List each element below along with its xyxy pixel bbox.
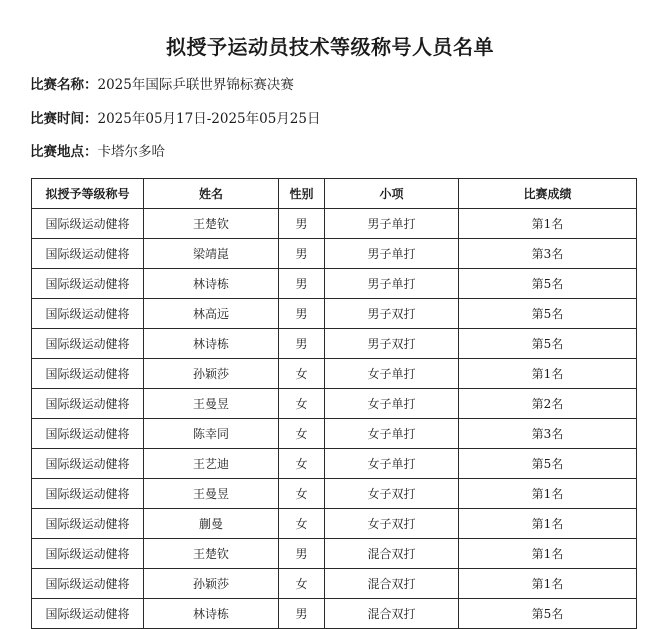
cell-event: 女子单打: [325, 389, 459, 419]
cell-name: 林高远: [144, 299, 279, 329]
athlete-roster-table: [31, 178, 637, 629]
cell-name: 王楚钦: [144, 209, 279, 239]
cell-name: 王曼昱: [144, 389, 279, 419]
cell-gender: 男: [279, 329, 325, 359]
cell-title-grade: 国际级运动健将: [32, 389, 144, 419]
cell-result: 第1名: [459, 539, 637, 569]
cell-result: 第5名: [459, 269, 637, 299]
cell-gender: 男: [279, 239, 325, 269]
cell-result: 第2名: [459, 389, 637, 419]
table-row: [32, 359, 637, 389]
cell-gender: 女: [279, 509, 325, 539]
event-place-label: 比赛地点：: [30, 144, 98, 160]
table-row: [32, 209, 637, 239]
event-place-line: [30, 140, 165, 160]
table-row: [32, 329, 637, 359]
cell-event: 男子单打: [325, 209, 459, 239]
cell-event: 女子双打: [325, 509, 459, 539]
cell-name: 林诗栋: [144, 269, 279, 299]
event-time-line: [30, 107, 321, 127]
table-row: [32, 569, 637, 599]
column-header-title-grade: 拟授予等级称号: [32, 179, 144, 209]
cell-gender: 女: [279, 359, 325, 389]
cell-name: 林诗栋: [144, 599, 279, 629]
cell-event: 男子双打: [325, 299, 459, 329]
cell-title-grade: 国际级运动健将: [32, 239, 144, 269]
cell-title-grade: 国际级运动健将: [32, 569, 144, 599]
cell-result: 第3名: [459, 419, 637, 449]
cell-event: 男子单打: [325, 269, 459, 299]
cell-result: 第5名: [459, 299, 637, 329]
cell-event: 混合双打: [325, 539, 459, 569]
table-row: [32, 269, 637, 299]
cell-gender: 女: [279, 449, 325, 479]
cell-event: 女子单打: [325, 359, 459, 389]
table-row: [32, 509, 637, 539]
cell-gender: 男: [279, 269, 325, 299]
event-name-line: [30, 73, 294, 93]
table-body: [32, 209, 637, 629]
cell-title-grade: 国际级运动健将: [32, 359, 144, 389]
cell-result: 第5名: [459, 329, 637, 359]
table-row: [32, 389, 637, 419]
table-row: [32, 539, 637, 569]
table-row: [32, 419, 637, 449]
table-header-row: [32, 179, 637, 209]
cell-result: 第1名: [459, 209, 637, 239]
table-row: [32, 239, 637, 269]
event-time-value: 2025年05月17日-2025年05月25日: [97, 111, 321, 127]
cell-name: 孙颖莎: [144, 569, 279, 599]
column-header-name: 姓名: [144, 179, 279, 209]
document-title: 拟授予运动员技术等级称号人员名单: [166, 35, 494, 59]
cell-title-grade: 国际级运动健将: [32, 299, 144, 329]
cell-name: 王曼昱: [144, 479, 279, 509]
cell-event: 男子双打: [325, 329, 459, 359]
cell-title-grade: 国际级运动健将: [32, 539, 144, 569]
table-row: [32, 299, 637, 329]
cell-gender: 男: [279, 539, 325, 569]
cell-gender: 男: [279, 299, 325, 329]
cell-event: 男子单打: [325, 239, 459, 269]
cell-event: 混合双打: [325, 599, 459, 629]
cell-result: 第1名: [459, 479, 637, 509]
event-name-value: 2025年国际乒联世界锦标赛决赛: [97, 77, 294, 93]
column-header-result: 比赛成绩: [459, 179, 637, 209]
cell-name: 林诗栋: [144, 329, 279, 359]
event-name-label: 比赛名称：: [30, 77, 98, 93]
cell-result: 第5名: [459, 449, 637, 479]
cell-event: 女子单打: [325, 449, 459, 479]
cell-title-grade: 国际级运动健将: [32, 449, 144, 479]
cell-event: 混合双打: [325, 569, 459, 599]
event-time-label: 比赛时间：: [30, 111, 98, 127]
cell-name: 王楚钦: [144, 539, 279, 569]
event-place-value: 卡塔尔多哈: [97, 144, 165, 160]
cell-title-grade: 国际级运动健将: [32, 509, 144, 539]
cell-gender: 女: [279, 419, 325, 449]
column-header-event: 小项: [325, 179, 459, 209]
cell-title-grade: 国际级运动健将: [32, 269, 144, 299]
table-row: [32, 599, 637, 629]
cell-name: 陈幸同: [144, 419, 279, 449]
cell-title-grade: 国际级运动健将: [32, 419, 144, 449]
cell-gender: 男: [279, 209, 325, 239]
column-header-gender: 性别: [279, 179, 325, 209]
cell-gender: 女: [279, 569, 325, 599]
cell-name: 王艺迪: [144, 449, 279, 479]
cell-title-grade: 国际级运动健将: [32, 209, 144, 239]
cell-gender: 女: [279, 389, 325, 419]
cell-event: 女子双打: [325, 479, 459, 509]
table-row: [32, 449, 637, 479]
cell-name: 蒯曼: [144, 509, 279, 539]
cell-title-grade: 国际级运动健将: [32, 479, 144, 509]
cell-name: 梁靖崑: [144, 239, 279, 269]
table-row: [32, 479, 637, 509]
cell-result: 第1名: [459, 509, 637, 539]
cell-title-grade: 国际级运动健将: [32, 329, 144, 359]
cell-result: 第1名: [459, 359, 637, 389]
cell-gender: 男: [279, 599, 325, 629]
cell-name: 孙颖莎: [144, 359, 279, 389]
cell-title-grade: 国际级运动健将: [32, 599, 144, 629]
cell-event: 女子单打: [325, 419, 459, 449]
cell-result: 第3名: [459, 239, 637, 269]
cell-gender: 女: [279, 479, 325, 509]
cell-result: 第1名: [459, 569, 637, 599]
cell-result: 第5名: [459, 599, 637, 629]
